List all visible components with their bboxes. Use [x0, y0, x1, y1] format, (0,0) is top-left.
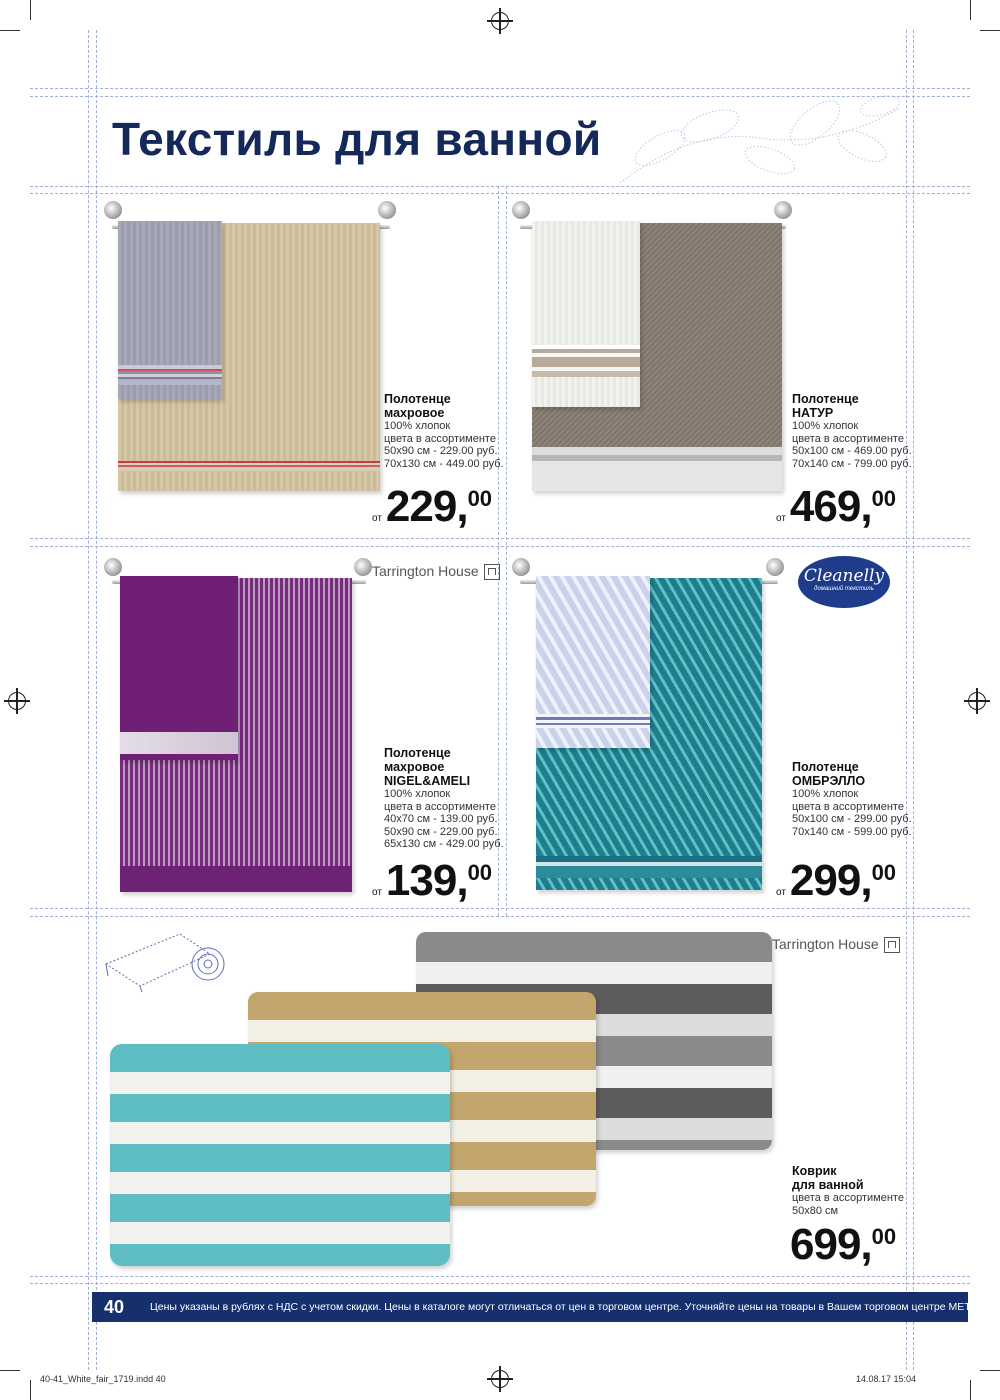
- towel-image-teal-border: [536, 856, 762, 878]
- product-detail: 100% хлопок: [384, 420, 451, 432]
- rail-hook-icon: [512, 201, 530, 219]
- brand-name: Tarrington House: [772, 936, 879, 952]
- product-detail: 100% хлопок: [792, 788, 859, 800]
- guide-line: [88, 30, 89, 1370]
- product-name: махровое: [384, 406, 445, 420]
- product-description: [792, 392, 912, 470]
- product-description: [792, 1164, 904, 1217]
- print-slug-file: 40-41_White_fair_1719.indd 40: [40, 1374, 166, 1384]
- price-main: 229,: [385, 482, 468, 531]
- towel-image-grey-stripe: [118, 365, 222, 385]
- guide-line: [30, 546, 970, 547]
- rail-hook-icon: [766, 558, 784, 576]
- crop-mark: [980, 1370, 1000, 1371]
- crop-mark: [980, 30, 1000, 31]
- towel-image-beige-stripe: [118, 461, 380, 471]
- price-prefix: от: [372, 513, 382, 524]
- price-cents: 00: [871, 486, 897, 511]
- price-prefix: от: [776, 887, 786, 898]
- registration-mark-top: [491, 12, 509, 30]
- price-cents: 00: [871, 860, 897, 885]
- product-detail: цвета в ассортименте: [792, 800, 904, 813]
- price-main: 299,: [789, 856, 872, 905]
- crop-mark: [30, 1380, 31, 1400]
- rail-hook-icon: [104, 201, 122, 219]
- rail-hook-icon: [378, 201, 396, 219]
- product-detail: цвета в ассортименте: [792, 432, 904, 445]
- price-tag: [372, 482, 492, 532]
- price-cents: 00: [871, 1224, 897, 1249]
- product-detail: 70x130 см - 449.00 руб.: [384, 457, 504, 470]
- towel-image-white-stripe: [532, 345, 640, 377]
- product-card-nigel-ameli-towel[interactable]: [100, 548, 495, 906]
- price-prefix: от: [372, 887, 382, 898]
- product-detail: цвета в ассортименте: [792, 1192, 904, 1204]
- product-detail: 50x90 см - 229.00 руб.: [384, 825, 498, 838]
- house-icon: [884, 937, 900, 953]
- product-detail: 65x130 см - 429.00 руб.: [384, 838, 504, 850]
- leaf-decoration-icon: [600, 88, 906, 188]
- product-name: Полотенце: [792, 760, 859, 774]
- product-detail: 50x100 см - 299.00 руб.: [792, 813, 912, 825]
- product-name: Полотенце: [792, 392, 859, 406]
- guide-line: [30, 193, 970, 194]
- guide-line: [506, 186, 507, 916]
- product-detail: 50x80 см: [792, 1204, 839, 1217]
- product-detail: 50x100 см - 469.00 руб.: [792, 445, 912, 457]
- price-main: 139,: [385, 856, 468, 905]
- product-detail: 100% хлопок: [384, 788, 451, 800]
- crop-mark: [970, 1380, 971, 1400]
- product-name: для ванной: [792, 1178, 864, 1192]
- guide-line: [30, 538, 970, 539]
- crop-mark: [0, 30, 20, 31]
- print-slug-date: 14.08.17 15:04: [856, 1374, 917, 1384]
- bath-mat-image-turquoise: [110, 1044, 450, 1266]
- product-name: NIGEL&AMELI: [384, 774, 471, 788]
- guide-line: [30, 1276, 970, 1277]
- product-name: Коврик: [792, 1164, 837, 1178]
- price-prefix: от: [776, 513, 786, 524]
- price-main: 699,: [790, 1220, 872, 1269]
- price-cents: 00: [467, 486, 493, 511]
- house-icon: [484, 564, 500, 580]
- product-detail: цвета в ассортименте: [384, 432, 496, 445]
- guide-line: [30, 916, 970, 917]
- product-name: НАТУР: [792, 406, 834, 420]
- product-description: [792, 760, 912, 838]
- towel-image-purple-border: [120, 866, 352, 892]
- product-name: ОМБРЭЛЛО: [792, 774, 866, 788]
- brand-name: Cleanelly: [803, 566, 885, 586]
- brand-logo-tarrington: [372, 563, 500, 580]
- page-title: Текстиль для ванной: [112, 113, 602, 165]
- product-detail: цвета в ассортименте: [384, 800, 496, 813]
- product-detail: 50x90 см - 229.00 руб.: [384, 445, 498, 457]
- crop-mark: [0, 1370, 20, 1371]
- towel-image-white: [532, 221, 640, 407]
- product-name: Полотенце: [384, 746, 451, 760]
- brand-subtitle: домашний текстиль: [814, 586, 874, 592]
- product-detail: 40x70 см - 139.00 руб.: [384, 813, 498, 825]
- rail-hook-icon: [774, 201, 792, 219]
- towel-image-light-blue-stripe: [536, 714, 650, 728]
- product-detail: 70x140 см - 599.00 руб.: [792, 825, 912, 838]
- registration-mark-left: [8, 692, 26, 710]
- guide-line: [906, 30, 907, 1370]
- rail-hook-icon: [512, 558, 530, 576]
- crop-mark: [30, 0, 31, 20]
- towel-image-purple-solid-stripe: [120, 732, 238, 754]
- price-tag: [776, 482, 896, 532]
- rail-hook-icon: [104, 558, 122, 576]
- product-name: махровое: [384, 760, 445, 774]
- price-tag: [790, 1220, 896, 1270]
- product-detail: 70x140 см - 799.00 руб.: [792, 457, 912, 470]
- rail-hook-icon: [354, 558, 372, 576]
- guide-line: [96, 30, 97, 1370]
- product-name: Полотенце: [384, 392, 451, 406]
- registration-mark-bottom: [491, 1370, 509, 1388]
- brand-name: Tarrington House: [372, 563, 479, 579]
- brand-logo-cleanelly: [798, 556, 890, 608]
- guide-line: [30, 1283, 970, 1284]
- price-main: 469,: [789, 482, 872, 531]
- towel-image-taupe-border: [532, 447, 782, 491]
- registration-mark-right: [968, 692, 986, 710]
- product-description: [384, 746, 504, 851]
- crop-mark: [970, 0, 971, 20]
- product-description: [384, 392, 504, 470]
- price-tag: [776, 856, 896, 906]
- product-detail: 100% хлопок: [792, 420, 859, 432]
- page-number: 40: [103, 1297, 125, 1317]
- product-card-bath-mat[interactable]: [100, 918, 800, 1274]
- price-tag: [372, 856, 492, 906]
- footer-disclaimer: Цены указаны в рублях с НДС с учетом скидки. Цены в каталоге могут отличаться от цен в торговом центре. Уточняйте цены на товары в Вашем торговом центре METRO.: [150, 1301, 990, 1313]
- price-cents: 00: [467, 860, 493, 885]
- guide-line: [30, 908, 970, 909]
- guide-line: [913, 30, 914, 1370]
